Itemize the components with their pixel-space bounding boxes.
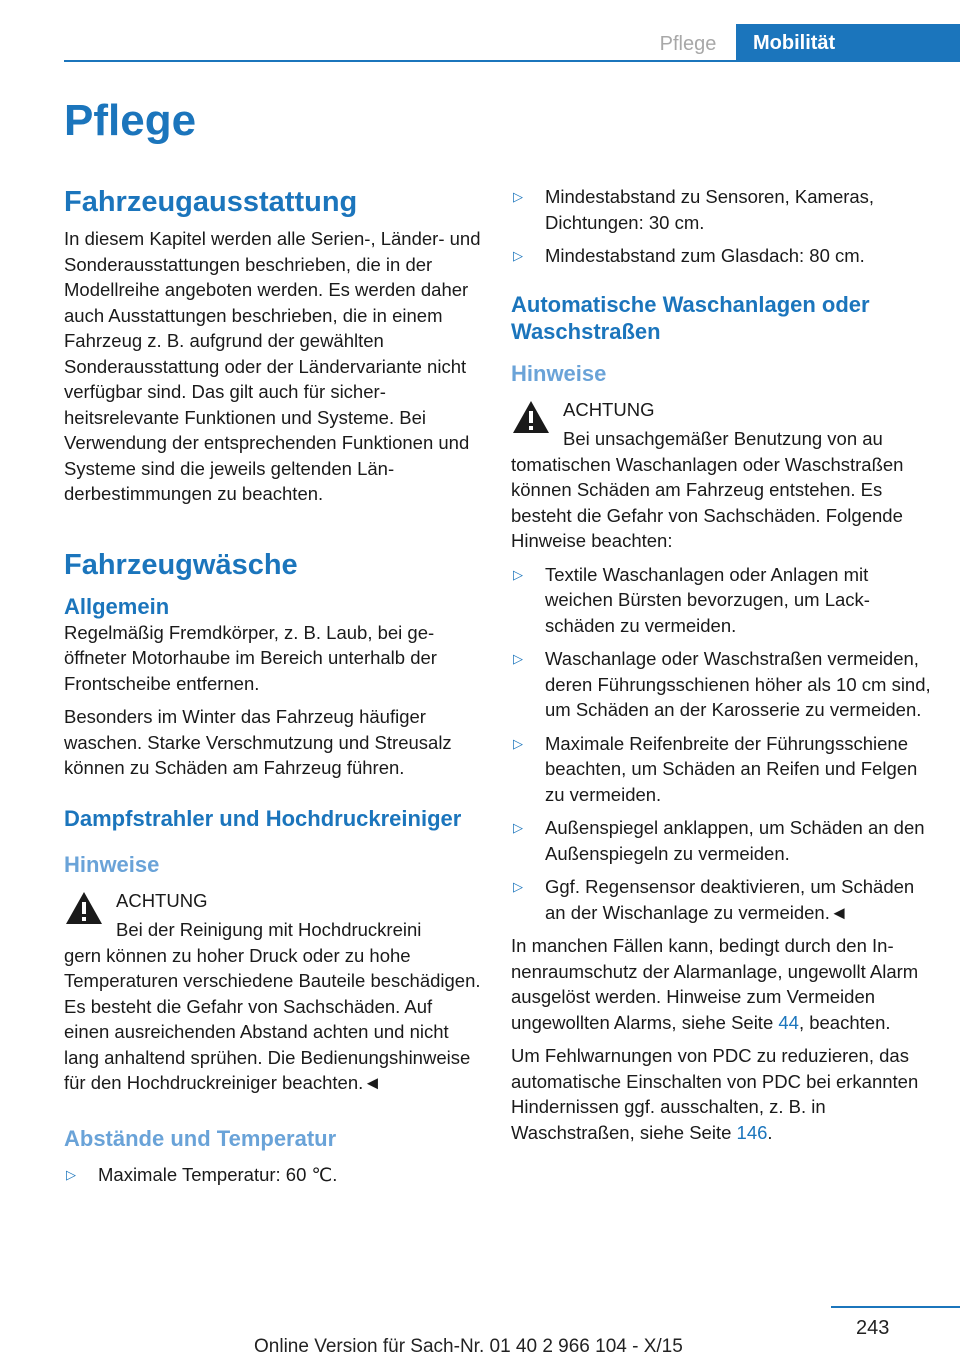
bullet-triangle-icon: ▷ xyxy=(513,651,523,666)
heading-fahrzeugwaesche: Fahrzeugwäsche xyxy=(64,548,298,581)
heading-hinweise: Hinweise xyxy=(64,851,160,877)
list-item: ▷ Mindestabstand zum Glasdach: 80 cm. xyxy=(511,243,931,269)
bullet-list-top xyxy=(511,184,931,269)
heading-abstaende: Abstände und Temperatur xyxy=(64,1125,337,1151)
heading-fahrzeugausstattung: Fahrzeugausstattung xyxy=(64,186,358,218)
warning-text-first-line: Bei unsachgemäßer Benutzung von au xyxy=(563,428,883,449)
bullet-list-warning xyxy=(511,562,931,926)
warning-triangle-icon xyxy=(64,890,104,926)
paragraph-allgemein-1: Regelmäßig Fremdkörper, z. B. Laub, bei geöffneter Motorhaube im Bereich unterhalb der Frontscheibe entfernen. xyxy=(64,621,437,694)
bullet-triangle-icon: ▷ xyxy=(513,566,523,582)
page-number: 243 xyxy=(856,1317,890,1339)
list-item: ▷ Ggf. Regensensor deaktivieren, um Schäden an der Wischanlage zu vermeiden.◄ xyxy=(513,876,915,923)
bullet-list-left xyxy=(64,1162,482,1188)
warning-text-rest: gern können zu hoher Druck oder zu hohe Temperaturen verschiedene Bauteile beschädigen. Es besteht die Gefahr von Sachschäden. Auf einen ausreichenden Abstand achten und nicht lang anhaltend sprühen. Die Bedienungshinweise für den Hochdruckreiniger beachten.◄ xyxy=(64,944,481,1093)
list-item: ▷ Maximale Temperatur: 60 ℃. xyxy=(64,1162,482,1188)
warning-text-rest: tomatischen Waschanlagen oder Waschstraßen können Schäden am Fahrzeug entstehen. Es besteht die Gefahr von Sachschäden. Folgende Hinweise beachten: xyxy=(511,453,904,551)
heading-automatische-waschanlagen: Automatische Waschanlagen oder Waschstraßen xyxy=(511,291,870,344)
heading-dampfstrahler: Dampfstrahler und Hochdruckreiniger xyxy=(64,805,462,831)
heading-hinweise: Hinweise xyxy=(511,360,607,386)
paragraph-allgemein-2: Besonders im Winter das Fahrzeug häufiger waschen. Starke Verschmutzung und Streusalz können zu Schäden am Fahrzeug führen. xyxy=(64,706,452,778)
footer-text: Online Version für Sach-Nr. 01 40 2 966 104 - X/15 xyxy=(254,1336,683,1357)
list-item: ▷ Waschanlage oder Waschstraßen vermeiden, deren Führungsschienen höher als 10 cm sind, um Schäden an der Karosserie zu vermeiden. xyxy=(513,648,931,720)
warning-triangle-icon xyxy=(511,399,551,435)
list-item: ▷ Mindestabstand zu Sensoren, Kameras, Dichtungen: 30 cm. xyxy=(513,186,875,233)
warning-block xyxy=(511,397,931,554)
page-link-146[interactable]: 146 xyxy=(736,1121,768,1143)
list-item: ▷ Außenspiegel anklappen, um Schäden an den Außenspiegeln zu vermeiden. xyxy=(513,817,925,864)
tab-pflege[interactable]: Pflege xyxy=(659,33,717,55)
list-item: ▷ Maximale Reifenbreite der Führungsschiene beachten, um Schäden an Reifen und Felgen zu vermeiden. xyxy=(513,732,918,805)
list-item: ▷ Textile Waschanlagen oder Anlagen mit weichen Bürsten bevorzugen, um Lackschäden zu vermeiden. xyxy=(513,563,870,636)
page-title: Pflege xyxy=(64,96,197,145)
paragraph-pdc: Um Fehlwarnungen von PDC zu reduzieren, das automatische Einschalten von PDC bei erkannten Hindernissen ggf. ausschalten, z. B. in Waschstraßen, siehe Seite 146. xyxy=(511,1045,919,1143)
bullet-triangle-icon: ▷ xyxy=(513,820,523,835)
warning-text xyxy=(511,426,931,554)
warning-block xyxy=(64,888,482,1096)
warning-text-first-line: Bei der Reinigung mit Hochdruckreini xyxy=(116,919,422,940)
bullet-triangle-icon: ▷ xyxy=(513,879,523,894)
warning-label: ACHTUNG xyxy=(563,398,655,420)
left-column xyxy=(64,184,482,1195)
bullet-triangle-icon: ▷ xyxy=(66,1166,76,1182)
bullet-triangle-icon: ▷ xyxy=(513,189,523,204)
footer-rule xyxy=(831,1306,960,1308)
tab-mobilitaet[interactable]: Mobilität xyxy=(736,24,960,62)
paragraph-alarm: In manchen Fällen kann, bedingt durch den Innenraumschutz der Alarmanlage, ungewollt Alarm ausgelöst werden. Hinweise zum Vermeiden ungewollten Alarms, siehe Seite 44, beachten. xyxy=(511,935,919,1033)
page-link-44[interactable]: 44 xyxy=(778,1011,799,1033)
heading-allgemein: Allgemein xyxy=(64,593,170,619)
warning-text xyxy=(64,917,482,1096)
warning-label: ACHTUNG xyxy=(116,889,208,911)
bullet-triangle-icon: ▷ xyxy=(513,248,523,263)
paragraph-ausstattung: In diesem Kapitel werden alle Serien-, Länder- und Sonderausstattungen beschrieben, die in der Modellreihe angeboten werden. Es werden daher auch Ausstattungen beschrieben, die in einem Fahrzeug z. B. aufgrund der gewählten Sonderausstattung oder der Ländervariante nicht verfügbar sind. Das gilt auch für sicherheitsrelevante Funktionen und Systeme. Bei Verwendung der entsprechenden Funktionen und Systeme sind die jeweils geltenden Länderbestimmungen zu beachten. xyxy=(64,228,481,504)
bullet-triangle-icon: ▷ xyxy=(513,735,523,751)
right-column xyxy=(511,184,931,1153)
